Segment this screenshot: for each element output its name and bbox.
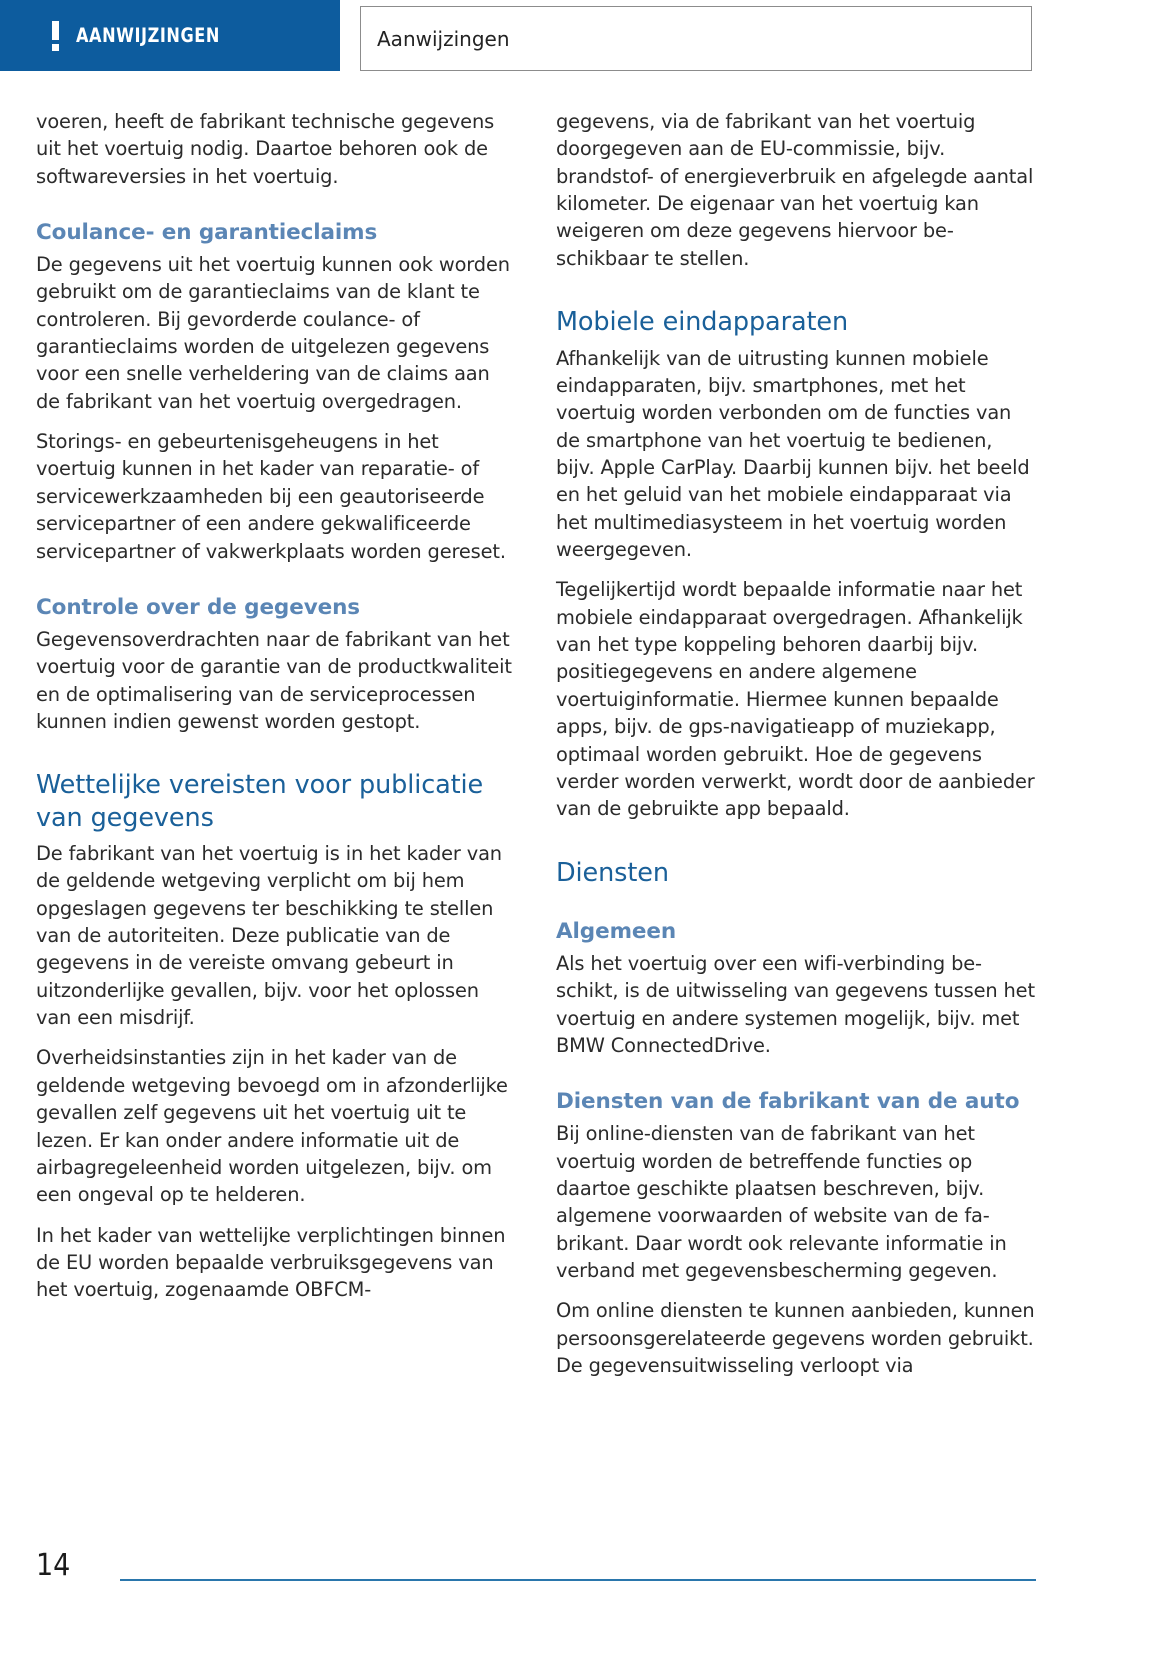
body-paragraph: Tegelijkertijd wordt bepaalde informatie naar het mobiele eindapparaat overgedragen. Afhankelijk van het type koppeling behoren daarbij bijv. positiegegevens en andere algemene voertuiginformatie. Hiermee kunnen bepaalde apps, bijv. de gps-navigatieapp of muziekapp, optimaal worden gebruikt. Hoe de gegevens verder worden verwerkt, wordt door de aanbieder van de gebruikte app bepaald. xyxy=(556,578,1035,821)
body-paragraph: In het kader van wettelijke verplichtingen binnen de EU worden bepaalde verbruiksgegevens van het voertuig, zogenaamde OBFCM- xyxy=(36,1223,506,1302)
subsection-heading: Algemeen xyxy=(556,919,677,945)
subsection-heading: Coulance- en garantieclaims xyxy=(36,220,378,246)
chapter-title: Aanwijzingen xyxy=(377,26,510,51)
body-paragraph: Afhankelijk van de uitrusting kunnen mobiele eindapparaten, bijv. smartphones, met het voertuig worden verbonden om de functies van de smartphone van het voertuig te bedienen, bijv. Apple CarPlay. Daarbij kunnen bijv. het beeld en het geluid van het mobiele eindapparaat via het multimediasysteem in het voertuig worden weergegeven. xyxy=(556,346,1030,562)
body-paragraph: De gegevens uit het voertuig kunnen ook worden gebruikt om de garantieclaims van de klant te controleren. Bij gevorderde coulance- of garantieclaims worden de uitgelezen gegevens voor een snelle verheldering van de claims aan de fabrikant van het voertuig overgedragen. xyxy=(36,252,510,413)
section-heading: Mobiele eindapparaten xyxy=(556,307,849,338)
chapter-title-box xyxy=(360,6,1032,71)
section-heading: Diensten xyxy=(556,857,669,888)
page-footer xyxy=(36,1541,1036,1581)
subsection-heading: Controle over de gegevens xyxy=(36,594,360,620)
section-heading: Wettelijke vereisten voor publicatie van gegevens xyxy=(36,770,484,833)
notice-banner-label: AANWIJZINGEN xyxy=(76,24,220,47)
body-paragraph: Als het voertuig over een wifi-verbinding beschikt, is de uitwisseling van gegevens tussen het voertuig en andere systemen mogelijk, bijv. met BMW ConnectedDrive. xyxy=(556,951,1035,1057)
page-body xyxy=(36,108,1036,1379)
body-paragraph: Gegevensoverdrachten naar de fabrikant van het voertuig voor de garantie van de productkwaliteit en de optimalisering van de serviceprocessen kunnen indien gewenst worden gestopt. xyxy=(36,627,512,733)
left-column xyxy=(36,108,516,1379)
body-paragraph: voeren, heeft de fabrikant technische gegevens uit het voertuig nodig. Daartoe behoren ook de softwareversies in het voertuig. xyxy=(36,110,495,188)
body-paragraph: Om online diensten te kunnen aanbieden, kunnen persoonsgerelateerde gegevens worden gebruikt. De gegevensuitwisseling verloopt via xyxy=(556,1299,1035,1378)
page-number: 14 xyxy=(36,1548,71,1583)
body-paragraph: Storings- en gebeurtenisgeheugens in het voertuig kunnen in het kader van reparatie- of servicewerkzaamheden bij een geautoriseerde servicepartner of een andere gekwalificeerde servicepartner of vakwerkplaats worden gereset. xyxy=(36,430,506,563)
body-paragraph: Overheidsinstanties zijn in het kader van de geldende wetgeving bevoegd om in afzonderlijke gevallen zelf gegevens uit het voertuig uit te lezen. Er kan onder andere informatie uit de airbagregeleenheid worden uitgelezen, bijv. om een ongeval op te helderen. xyxy=(36,1046,508,1207)
body-paragraph: gegevens, via de fabrikant van het voertuig doorgegeven aan de EU-commissie, bijv. brandstof- of energieverbruik en afgelegde aantal kilometer. De eigenaar van het voertuig kan weigeren om deze gegevens hiervoor beschikbaar te stellen. xyxy=(556,110,1034,270)
exclamation-icon xyxy=(44,21,66,51)
body-paragraph: Bij online-diensten van de fabrikant van het voertuig worden de betreffende functies op daartoe geschikte plaatsen beschreven, bijv. algemene voorwaarden of website van de fabrikant. Daar wordt ook relevante informatie in verband met gegevensbescherming gegeven. xyxy=(556,1122,1007,1282)
page-header xyxy=(0,0,1165,78)
subsection-heading: Diensten van de fabrikant van de auto xyxy=(556,1089,1020,1115)
footer-rule xyxy=(120,1579,1036,1581)
right-column xyxy=(556,108,1036,1379)
body-paragraph: De fabrikant van het voertuig is in het kader van de geldende wetgeving verplicht om bij hem opgeslagen gegevens ter beschikking te stellen van de autoriteiten. Deze publicatie van de gegevens in de vereiste omvang gebeurt in uitzonderlijke gevallen, bijv. voor het oplossen van een misdrijf. xyxy=(36,841,502,1030)
notice-banner xyxy=(0,0,340,71)
